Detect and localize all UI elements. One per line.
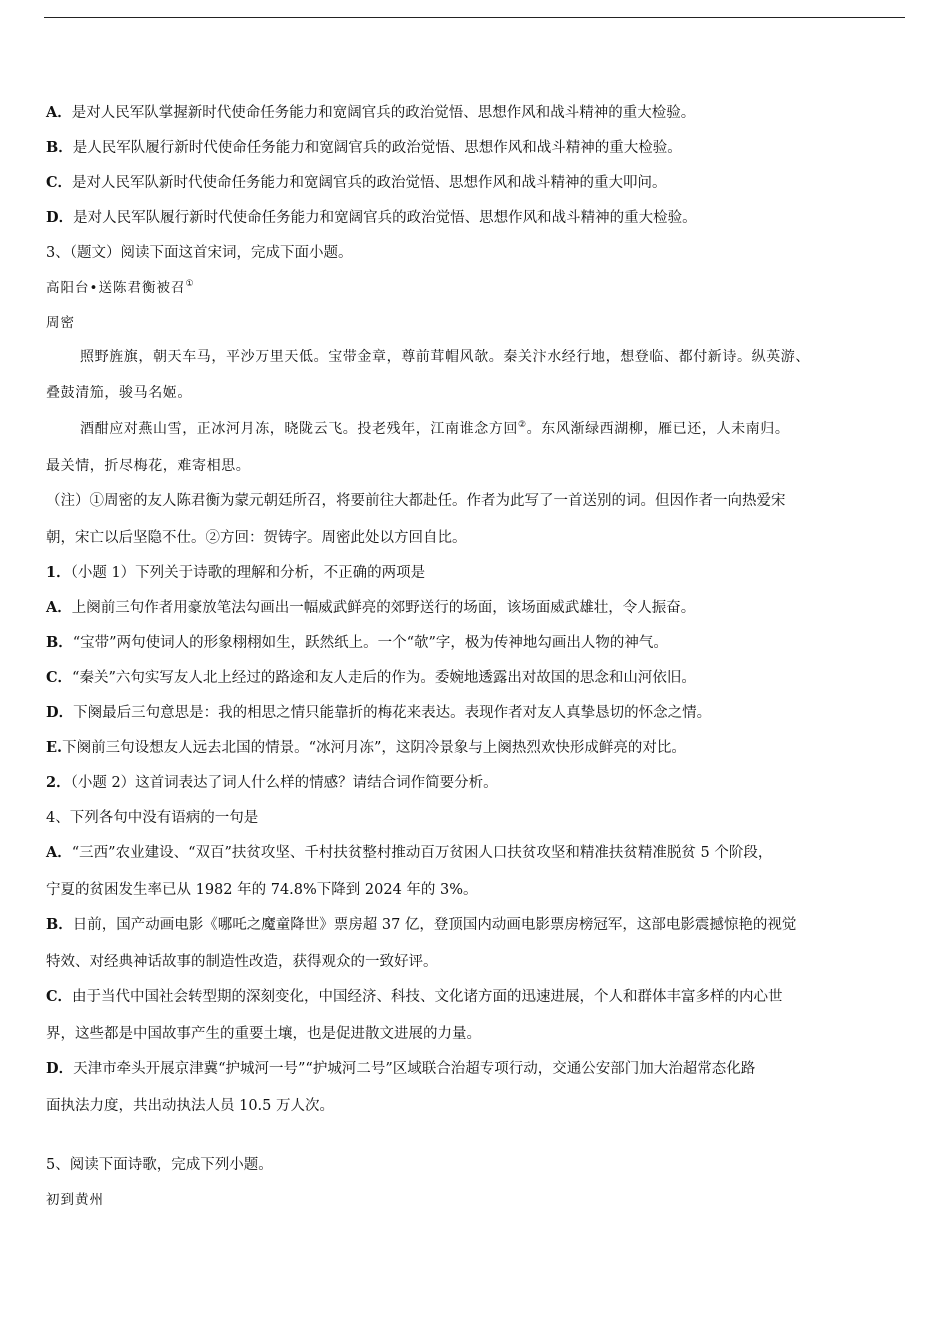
option-b: B．“宝带”两句使词人的形象栩栩如生，跃然纸上。一个“欹”字，极为传神地勾画出人物的神气。	[46, 634, 668, 651]
question-4-heading: 4、下列各句中没有语病的一句是	[46, 810, 259, 826]
poem-line: 最关情，折尽梅花，难寄相思。	[46, 458, 251, 474]
option-a: A．是对人民军队掌握新时代使命任务能力和宽阔官兵的政治觉悟、思想作风和战斗精神的重大检验。	[46, 104, 696, 121]
option-a: A．上阕前三句作者用豪放笔法勾画出一幅威武鲜亮的郊野送行的场面，该场面威武雄壮，令人振奋。	[46, 599, 696, 616]
option-d: D．天津市牵头开展京津冀“护城河一号”“护城河二号”区域联合治超专项行动，交通公安部门加大治超常态化路	[46, 1060, 756, 1077]
option-c: C．是对人民军队新时代使命任务能力和宽阔官兵的政治觉悟、思想作风和战斗精神的重大叩问。	[46, 174, 667, 191]
option-continuation: 面执法力度，共出动执法人员 10.5 万人次。	[46, 1098, 335, 1114]
poem-note: 朝，宋亡以后坚隐不仕。②方回：贺铸字。周密此处以方回自比。	[46, 530, 467, 546]
header-rule	[44, 17, 905, 18]
option-continuation: 界，这些都是中国故事产生的重要土壤，也是促进散文进展的力量。	[46, 1026, 481, 1042]
poem-author: 周密	[46, 315, 75, 331]
option-c: C．由于当代中国社会转型期的深刻变化，中国经济、科技、文化诸方面的迅速进展，个人和群体丰富多样的内心世	[46, 988, 783, 1005]
subquestion-2: 2．（小题 2）这首词表达了词人什么样的情感？请结合词作简要分析。	[46, 774, 498, 791]
poem-line: 酒酣应对燕山雪，正冰河月冻，晓陇云飞。投老残年，江南谁念方回②。东风渐绿西湖柳，雁已还，人未南归。	[80, 420, 790, 437]
poem-note: （注）①周密的友人陈君衡为蒙元朝廷所召，将要前往大都赴任。作者为此写了一首送别的词。但因作者一向热爱宋	[46, 493, 786, 509]
option-b: B．是人民军队履行新时代使命任务能力和宽阔官兵的政治觉悟、思想作风和战斗精神的重大检验。	[46, 139, 682, 156]
option-continuation: 宁夏的贫困发生率已从 1982 年的 74.8%下降到 2024 年的 3%。	[46, 882, 478, 898]
subquestion-1: 1．（小题 1）下列关于诗歌的理解和分析，不正确的两项是	[46, 564, 426, 581]
option-b: B．日前，国产动画电影《哪吒之魔童降世》票房超 37 亿，登顶国内动画电影票房榜冠军，这部电影震撼惊艳的视觉	[46, 916, 797, 933]
option-d: D．下阕最后三句意思是：我的相思之情只能靠折的梅花来表达。表现作者对友人真挚恳切的怀念之情。	[46, 704, 712, 721]
question-5-heading: 5、阅读下面诗歌，完成下列小题。	[46, 1157, 273, 1173]
option-d: D．是对人民军队履行新时代使命任务能力和宽阔官兵的政治觉悟、思想作风和战斗精神的重大检验。	[46, 209, 697, 226]
option-c: C．“秦关”六句实写友人北上经过的路途和友人走后的作为。委婉地透露出对故国的思念和山河依旧。	[46, 669, 696, 686]
option-a: A．“三西”农业建设、“双百”扶贫攻坚、千村扶贫整村推动百万贫困人口扶贫攻坚和精准扶贫精准脱贫 5 个阶段，	[46, 844, 773, 861]
poem-line: 照野旌旗，朝天车马，平沙万里天低。宝带金章，尊前茸帽风欹。秦关汴水经行地，想登临、都付新诗。纵英游、	[80, 349, 810, 365]
poem-line: 叠鼓清笳，骏马名姬。	[46, 385, 192, 401]
poem-title: 初到黄州	[46, 1192, 104, 1208]
option-e: E.下阕前三句设想友人远去北国的情景。“冰河月冻”，这阴冷景象与上阕热烈欢快形成鲜亮的对比。	[46, 739, 686, 756]
question-3-heading: 3、（题文）阅读下面这首宋词，完成下面小题。	[46, 245, 353, 261]
poem-title: 高阳台•送陈君衡被召①	[46, 279, 195, 296]
option-continuation: 特效、对经典神话故事的制造性改造，获得观众的一致好评。	[46, 954, 438, 970]
